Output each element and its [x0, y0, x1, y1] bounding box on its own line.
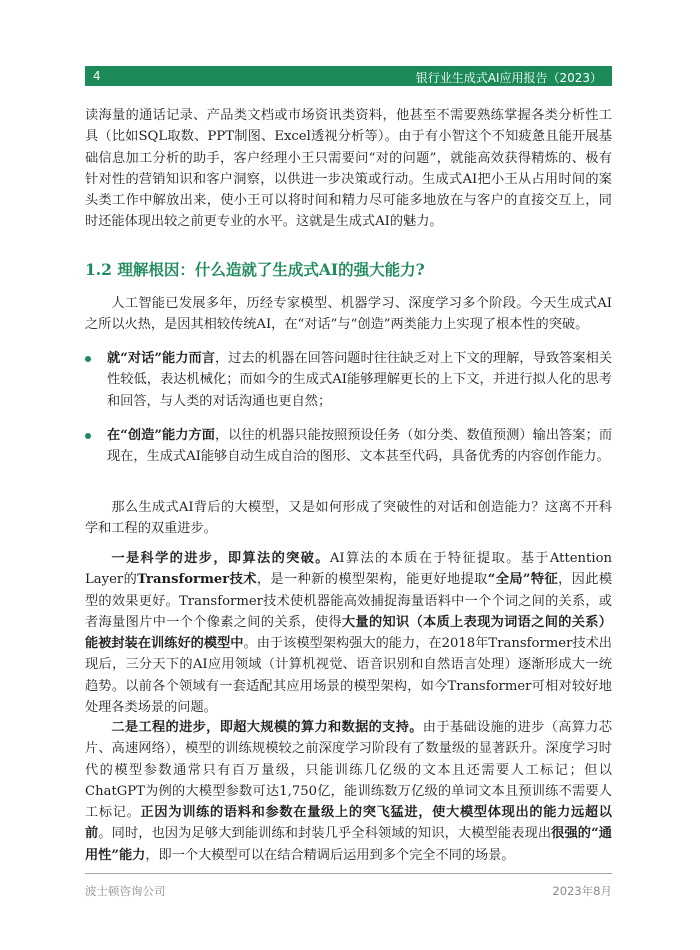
section-heading: 1.2 理解根因：什么造就了生成式AI的强大能力?: [85, 260, 425, 279]
bullet-dot-icon: [85, 433, 91, 439]
bullet-dot-icon: [85, 356, 91, 362]
science-lead: 一是科学的进步，即算法的突破。: [111, 551, 330, 566]
bullet-dialogue-text: [107, 348, 612, 412]
engineering-lead: 二是工程的进步，即超大规模的算力和数据的支持。: [111, 720, 423, 735]
paragraph-engineering: [85, 717, 612, 866]
page-footer: [85, 873, 612, 904]
paragraph-overview: 人工智能已发展多年，历经专家模型、机器学习、深度学习多个阶段。今天生成式AI之所以火热，是因其相较传统AI，在“对话”与“创造”两类能力上实现了根本性的突破。: [85, 296, 612, 333]
science-bold-4: 大量的知识（本质上表现为词语之间的关系）能被封装在训练好的模型中: [85, 614, 612, 652]
science-text-4: 。由于该模型架构强大的能力，在2018年Transformer技术出现后，三分天下的AI应用领域（计算机视觉、语音识别和自然语言处理）逐渐形成大一统趋势。以前各个领域有一套适配其应用场景的模型架构，如今Transformer可相对较好地处理各类场景的问题。: [85, 636, 612, 716]
science-bold-2: Transformer技术: [137, 572, 257, 588]
footer-date: 2023年8月: [552, 884, 612, 898]
engineering-bold-2: 正因为训练的语料和参数在量级上的突飞猛进，使大模型体现出的能力远超以前: [85, 805, 612, 842]
engineering-text-2: 。同时，也因为足够大到能训练和封装几乎全科领域的知识，大模型能表现出: [98, 826, 552, 842]
footer-publisher: 波士顿咨询公司: [85, 884, 166, 898]
science-text-2: ，是一种新的模型架构，能更好地提取: [256, 572, 488, 588]
science-text-1: AI算法的本质在于特征提取。基于Attention Layer的: [85, 551, 613, 588]
bullet-creation-text: [107, 425, 612, 468]
paragraph-science: [85, 548, 612, 718]
engineering-text-1: 由于基础设施的进步（高算力芯片、高速网络），模型的训练规模较之前深度学习阶段有了数量级的显著跃升。深度学习时代的模型参数通常只有百万量级，只能训练几亿级的文本且还需要人工标记；但以ChatGPT为例的大模型参数可达1,750亿，能训练数万亿级的单词文本且预训练不需要人工标记。: [85, 720, 612, 821]
paragraph-question: 那么生成式AI背后的大模型，又是如何形成了突破性的对话和创造能力？这离不开科学和工程的双重进步。: [85, 500, 612, 537]
page-number: 4: [93, 69, 101, 83]
paragraph-intro: 读海量的通话记录、产品类文档或市场资讯类资料，他甚至不需要熟练掌握各类分析性工具（比如SQL取数、PPT制图、Excel透视分析等）。由于有小智这个不知疲惫且能开展基础信息加工分析的助手，客户经理小王只需要问“对的问题”，就能高效获得精炼的、极有针对性的营销知识和客户洞察，以供进一步决策或行动。生成式AI把小王从占用时间的案头类工作中解放出来，使小王可以将时间和精力尽可能多地放在与客户的直接交互上，同时还能体现出较之前更专业的水平。这就是生成式AI的魅力。: [85, 108, 612, 230]
science-text-3: ，因此模型的效果更好。Transformer技术使机器能高效捕捉海量语料中一个个词之间的关系，或者海量图片中一个个像素之间的关系，使得: [85, 572, 613, 630]
engineering-text-3: ，即一个大模型可以在结合精调后运用到多个完全不同的场景。: [145, 847, 515, 863]
bullet-dialogue-body: ，过去的机器在回答问题时往往缺乏对上下文的理解，导致答案相关性较低，表达机械化；而如今的生成式AI能够理解更长的上下文，并进行拟人化的思考和回答，与人类的对话沟通也更自然；: [107, 351, 613, 409]
bullet-dialogue-bold: 就“对话”能力而言: [107, 351, 215, 366]
report-title: 银行业生成式AI应用报告（2023）: [415, 71, 602, 85]
engineering-bold-3: 很强的“通用性”能力: [85, 826, 612, 863]
science-bold-3: “全局”特征: [487, 572, 559, 588]
header-bar: [85, 66, 612, 86]
bullet-creation-body: ，以往的机器只能按照预设任务（如分类、数值预测）输出答案；而现在，生成式AI能够自动生成自洽的图形、文本甚至代码，具备优秀的内容创作能力。: [107, 428, 613, 465]
bullet-creation-bold: 在“创造”能力方面: [107, 428, 215, 443]
